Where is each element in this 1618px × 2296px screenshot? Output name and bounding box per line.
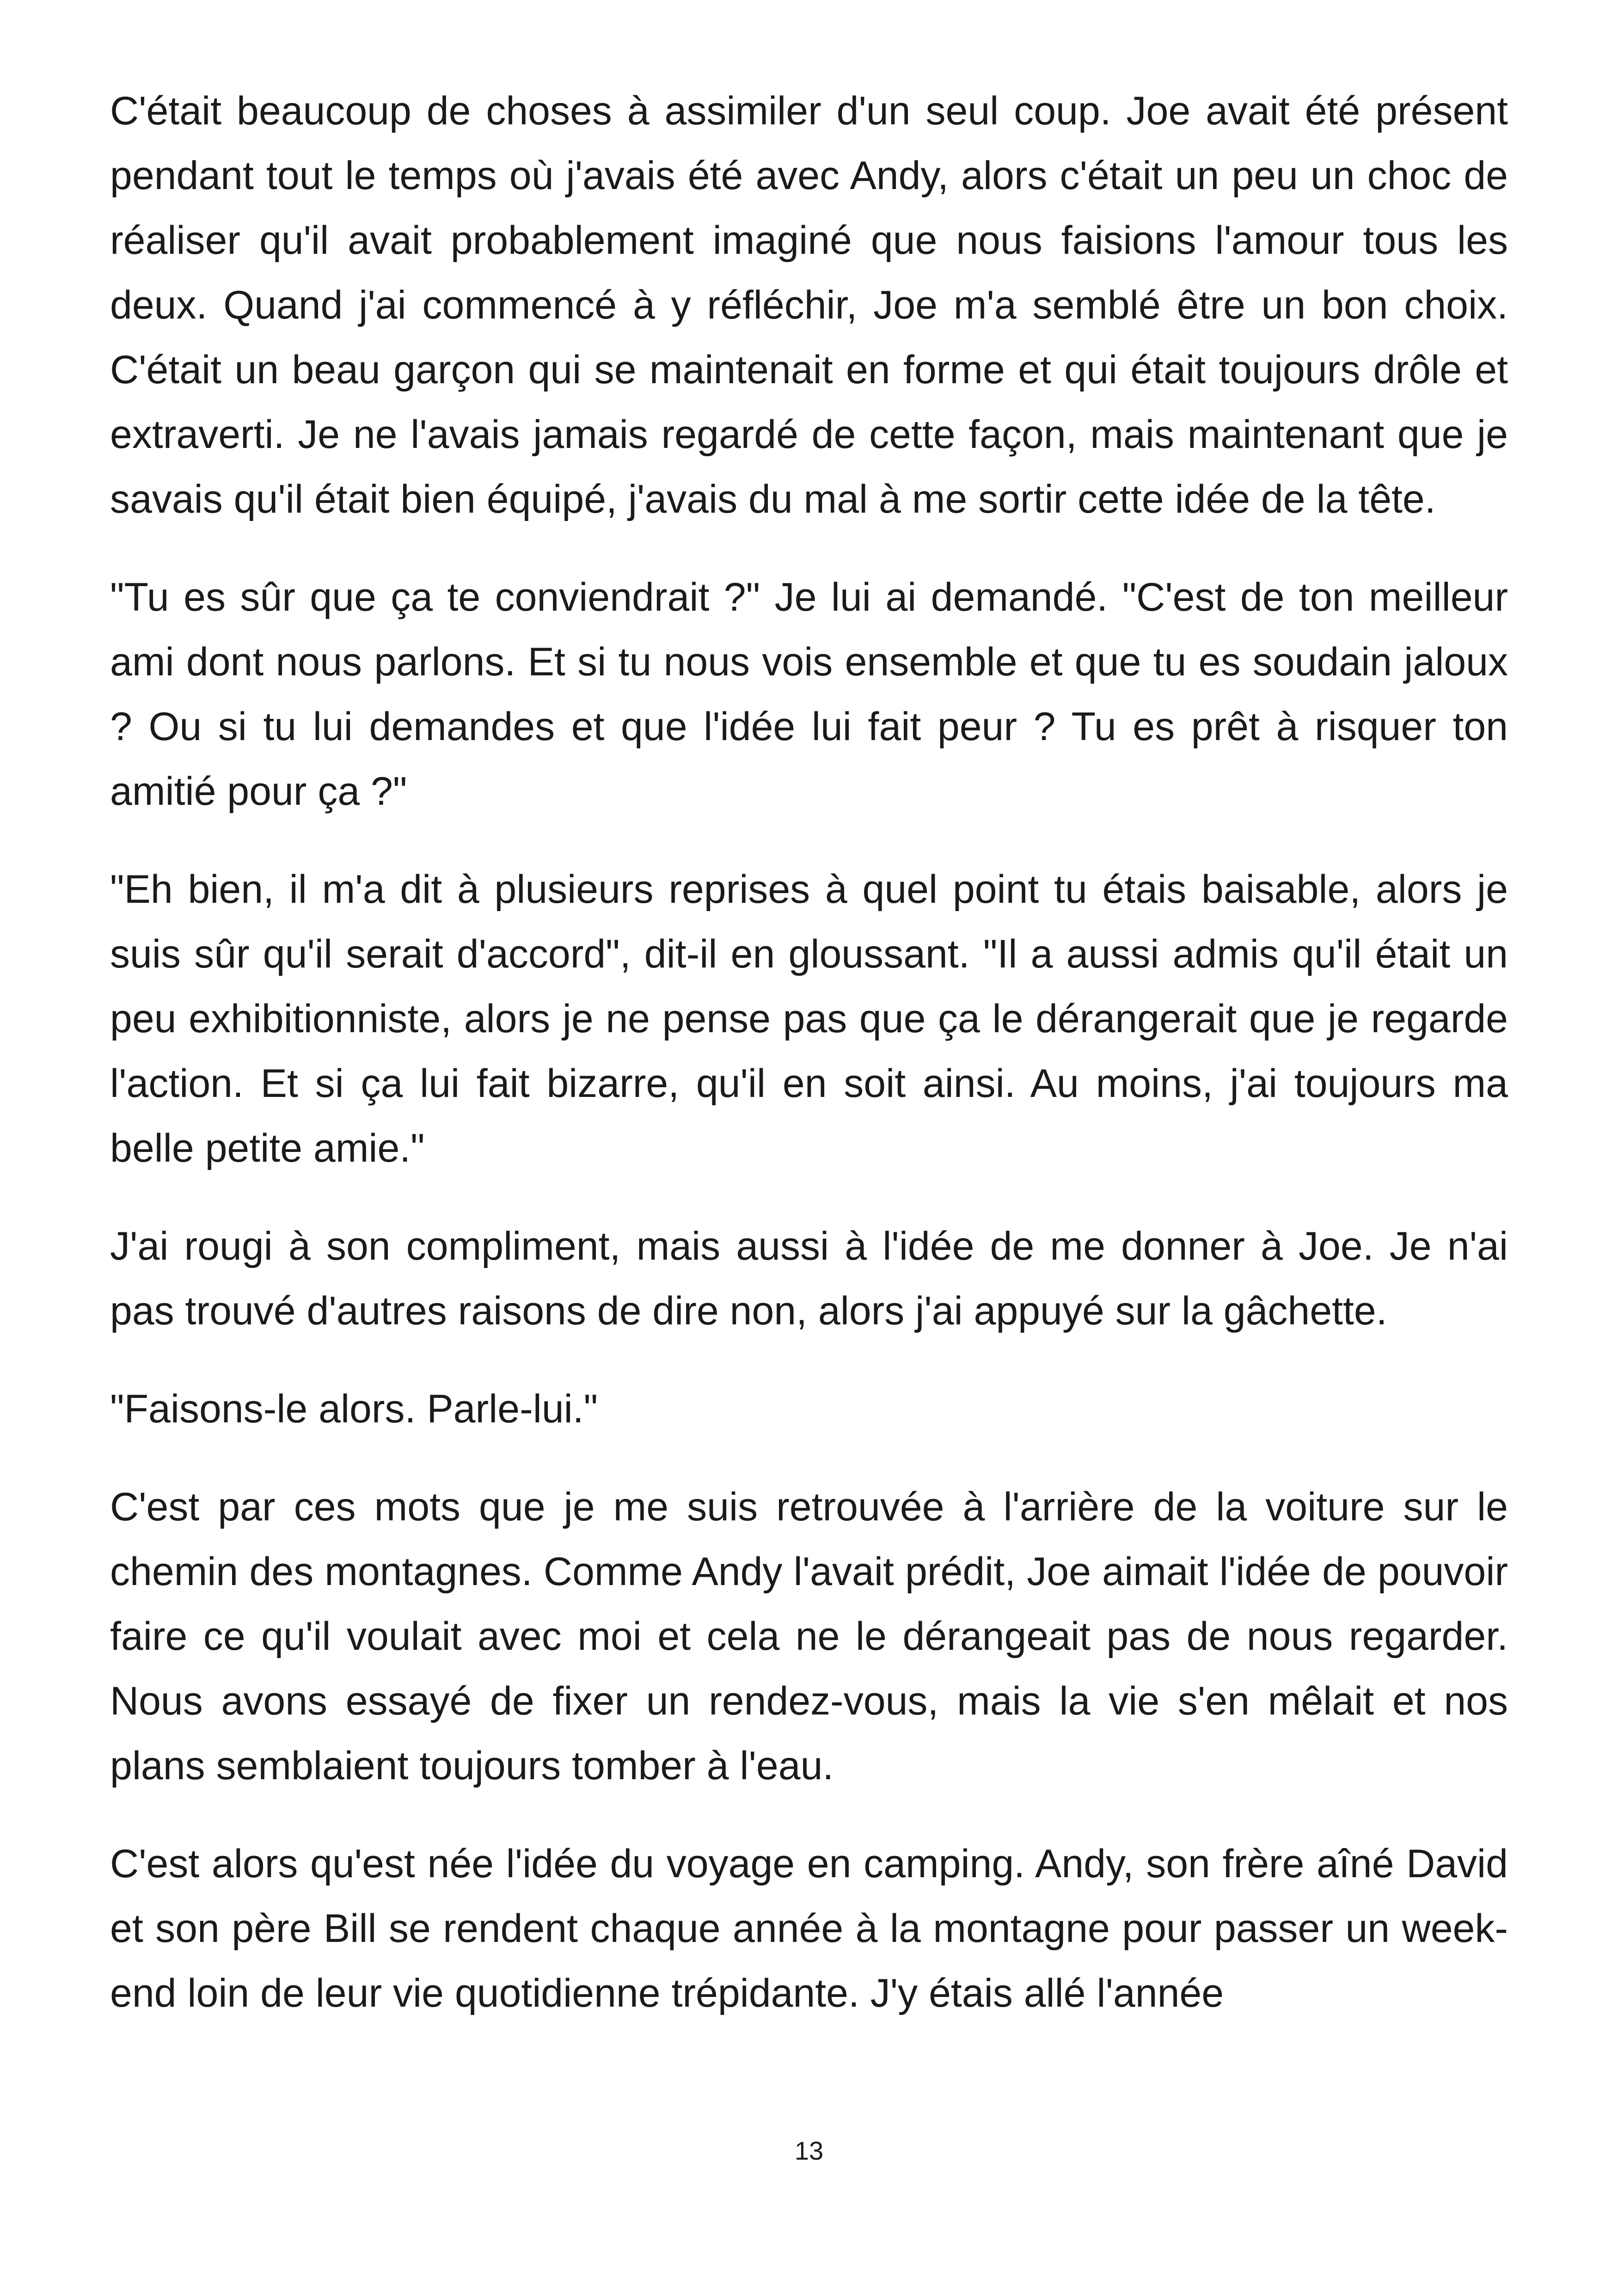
paragraph-5: "Faisons-le alors. Parle-lui." — [110, 1387, 598, 1431]
paragraph-7: C'est alors qu'est née l'idée du voyage en camping. Andy, son frère aîné David et son père Bill se rendent chaque année à la montagne pour passer un week-end loin de leur vie quotidienne trépidante. J'y étais allé l'année — [110, 1842, 1508, 2015]
paragraph-3: "Eh bien, il m'a dit à plusieurs reprises à quel point tu étais baisable, alors je suis sûr qu'il serait d'accord", dit-il en gloussant. "Il a aussi admis qu'il était un peu exhibitionniste, alors je ne pense pas que ça le dérangerait que je regarde l'action. Et si ça lui fait bizarre, qu'il en soit ainsi. Au moins, j'ai toujours ma belle petite amie." — [110, 867, 1508, 1170]
paragraph-2: "Tu es sûr que ça te conviendrait ?" Je lui ai demandé. "C'est de ton meilleur ami dont nous parlons. Et si tu nous vois ensemble et que tu es soudain jaloux ? Ou si tu lui demandes et que l'idée lui fait peur ? Tu es prêt à risquer ton amitié pour ça ?" — [110, 575, 1508, 814]
paragraph-1: C'était beaucoup de choses à assimiler d'un seul coup. Joe avait été présent pendant tout le temps où j'avais été avec Andy, alors c'était un peu un choc de réaliser qu'il avait probablement imaginé que nous faisions l'amour tous les deux. Quand j'ai commencé à y réfléchir, Joe m'a semblé être un bon choix. C'était un beau garçon qui se maintenait en forme et qui était toujours drôle et extraverti. Je ne l'avais jamais regardé de cette façon, mais maintenant que je savais qu'il était bien équipé, j'avais du mal à me sortir cette idée de la tête. — [110, 89, 1508, 521]
body-text — [110, 79, 1508, 2059]
paragraph-6: C'est par ces mots que je me suis retrouvée à l'arrière de la voiture sur le chemin des montagnes. Comme Andy l'avait prédit, Joe aimait l'idée de pouvoir faire ce qu'il voulait avec moi et cela ne le dérangeait pas de nous regarder. Nous avons essayé de fixer un rendez-vous, mais la vie s'en mêlait et nos plans semblaient toujours tomber à l'eau. — [110, 1485, 1508, 1788]
page-number: 13 — [794, 2136, 824, 2165]
paragraph-4: J'ai rougi à son compliment, mais aussi à l'idée de me donner à Joe. Je n'ai pas trouvé d'autres raisons de dire non, alors j'ai appuyé sur la gâchette. — [110, 1224, 1508, 1333]
